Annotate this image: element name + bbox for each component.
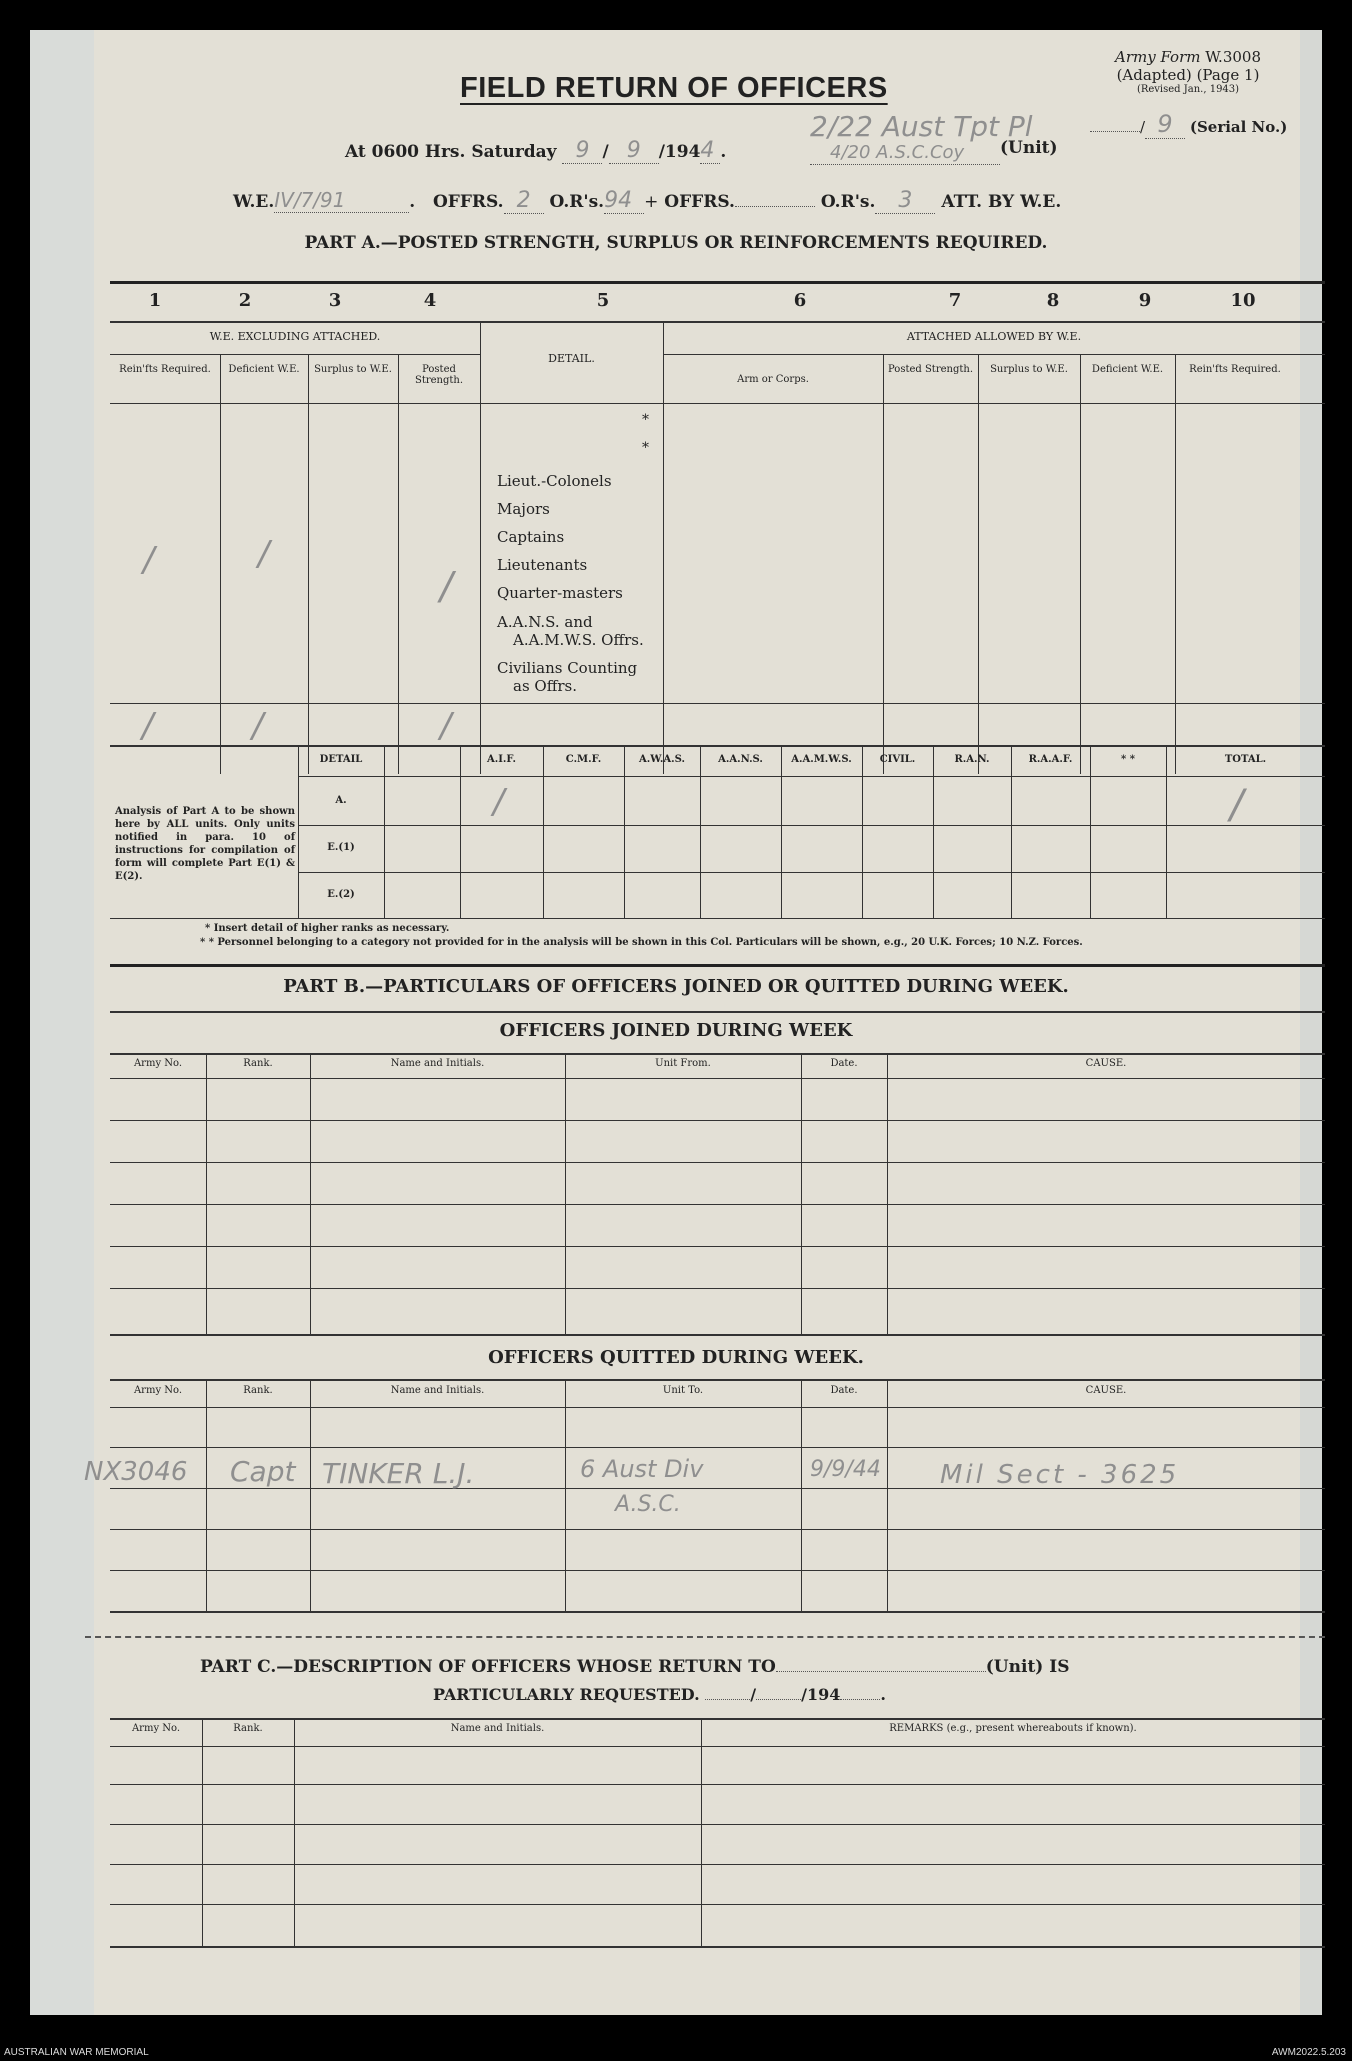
part-b-top-rule [110, 964, 1325, 967]
form-id-block [1083, 48, 1293, 95]
ors-label: O.R's. [549, 192, 605, 212]
quitted-army-no: NX3046 [84, 1457, 188, 1487]
vline-b8 [933, 745, 934, 918]
we-label: W.E. [233, 192, 275, 212]
total-reinforcements: / [142, 706, 154, 746]
quitted-unit-to: 6 Aust Div [580, 1455, 704, 1483]
ors-value: 94 [604, 188, 644, 214]
rule-part-a-bottom [110, 745, 1325, 747]
analysis-row-a: A. [335, 795, 347, 806]
part-c-rule-4 [110, 1864, 1325, 1865]
numbers-rule [110, 321, 1325, 323]
part-c-head-rank: Rank. [233, 1723, 263, 1734]
quitted-head-rank: Rank. [243, 1385, 273, 1396]
part-b-title-rule [110, 1011, 1325, 1013]
rank-civilians: Civilians Counting [497, 659, 638, 677]
vline-a1 [220, 354, 221, 774]
part-c-head-army-no: Army No. [131, 1723, 181, 1734]
joined-title: OFFICERS JOINED DURING WEEK [499, 1020, 853, 1041]
vline-a3 [398, 354, 399, 774]
vline-b3 [543, 745, 544, 918]
joined-rule-3 [110, 1162, 1325, 1163]
analysis-head-ran: R.A.N. [954, 754, 990, 765]
right-head-posted: Posted Strength. [887, 364, 974, 375]
quitted-head-unit-to: Unit To. [662, 1385, 704, 1396]
vline-b11 [1166, 745, 1167, 918]
date-year: 4 [700, 138, 720, 164]
offrs-label: OFFRS. [432, 192, 504, 212]
unit-label: (Unit) [1000, 138, 1058, 158]
col-number-9: 9 [1138, 290, 1152, 311]
vline-a8 [1080, 354, 1081, 774]
analysis-head-awas: A.W.A.S. [639, 754, 685, 765]
footer-right: AWM2022.5.203 [1271, 2047, 1346, 2058]
rule-header-bottom [110, 403, 1325, 404]
col-number-4: 4 [423, 290, 437, 311]
analysis-head-total: TOTAL. [1224, 754, 1267, 765]
form-paper [30, 30, 1322, 2015]
rank-civilians-2: as Offrs. [513, 677, 577, 695]
quitted-v3 [565, 1379, 566, 1611]
part-c-unit-is: (Unit) IS [985, 1657, 1070, 1677]
right-head-surplus: Surplus to W.E. [990, 364, 1068, 375]
total-posted: / [440, 706, 452, 746]
quitted-name: TINKER L.J. [322, 1457, 475, 1490]
part-c-rule-3 [110, 1824, 1325, 1825]
vline-b1 [384, 745, 385, 918]
right-head-reinforcements: Rein'fts Required. [1189, 364, 1281, 375]
form-adapted: (Adapted) [1116, 66, 1192, 84]
form-number: W.3008 [1205, 48, 1261, 66]
analysis-head-aans: A.A.N.S. [718, 754, 763, 765]
col-number-6: 6 [793, 290, 807, 311]
part-c-requested-line: PARTICULARLY REQUESTED. / /194 . [433, 1685, 886, 1704]
we-line: W.E.IV/7/91 . OFFRS. 2 O.R's.94 + OFFRS. O.R's. 3 ATT. BY W.E. [233, 188, 1062, 213]
part-c-title [200, 1657, 1070, 1677]
left-head-surplus: Surplus to W.E. [314, 364, 392, 375]
part-c-rule-5 [110, 1904, 1325, 1905]
quitted-top-rule [110, 1379, 1325, 1381]
part-c-rule-2 [110, 1784, 1325, 1785]
date-month: 9 [609, 138, 659, 164]
quitted-unit-to-2: A.S.C. [615, 1492, 681, 1517]
we-excluding-header: W.E. EXCLUDING ATTACHED. [209, 330, 381, 343]
part-c-title-2: PARTICULARLY REQUESTED. [433, 1685, 700, 1704]
analysis-row-e2: E.(2) [327, 889, 355, 900]
col-number-7: 7 [948, 290, 962, 311]
joined-v1 [206, 1053, 207, 1334]
ors2-label: O.R's. [820, 192, 876, 212]
rule-att-sub [663, 354, 1325, 355]
form-name: Army Form [1114, 48, 1201, 66]
rank-aamws: A.A.M.W.S. Offrs. [513, 631, 644, 649]
offrs-value: 2 [504, 188, 544, 214]
rule-analysis-e1 [298, 872, 1325, 873]
vline-a5 [663, 321, 664, 774]
quitted-v5 [887, 1379, 888, 1611]
vline-a6 [883, 354, 884, 774]
tear-line [85, 1636, 1325, 1638]
part-c-head-remarks: REMARKS (e.g., present whereabouts if known). [889, 1723, 1137, 1734]
joined-head-unit-from: Unit From. [655, 1058, 711, 1069]
col-number-10: 10 [1230, 290, 1256, 311]
offrs2-label: OFFRS. [664, 192, 735, 212]
joined-rule-5 [110, 1246, 1325, 1247]
total-deficient: / [252, 706, 264, 746]
left-head-posted: Posted Strength. [414, 364, 464, 386]
arm-or-corps-header: Arm or Corps. [737, 374, 809, 385]
rank-list [497, 467, 644, 695]
detail-header: DETAIL. [548, 352, 595, 365]
quitted-head-date: Date. [830, 1385, 858, 1396]
quitted-v2 [310, 1379, 311, 1611]
part-c-bottom-rule [110, 1946, 1325, 1948]
serial-line: / 9 (Serial No.) [1090, 110, 1287, 139]
plus-sign: + [644, 192, 659, 212]
serial-label: (Serial No.) [1189, 118, 1288, 136]
analysis-head-civil: CIVIL. [879, 754, 916, 765]
entry-reinforcements: / [143, 540, 155, 580]
form-page: (Page 1) [1196, 66, 1260, 84]
form-revised: (Revised Jan., 1943) [1136, 84, 1240, 95]
we-value: IV/7/91 [274, 188, 409, 213]
vline-b9 [1011, 745, 1012, 918]
rule-analysis-bottom [110, 918, 1325, 919]
analysis-note: Analysis of Part A to be shown here by ALL units. Only units notified in para. 10 of instructions for compilation of form will complete Part E(1) & E(2). [115, 806, 295, 882]
analysis-aif-a: / [493, 782, 505, 822]
footnote-1: * Insert detail of higher ranks as necessary. [205, 923, 450, 934]
part-c-year-prefix: /194 [801, 1685, 841, 1704]
quitted-rule-4 [110, 1529, 1325, 1530]
rank-aans: A.A.N.S. and [497, 613, 593, 631]
at-label: At 0600 Hrs. Saturday [345, 142, 557, 162]
right-head-deficient: Deficient W.E. [1091, 364, 1164, 375]
rank-captains: Captains [497, 528, 565, 546]
vline-b2 [460, 745, 461, 918]
date-line: At 0600 Hrs. Saturday 9 / 9 /1944 . [345, 138, 727, 163]
col-number-8: 8 [1046, 290, 1060, 311]
vline-b10 [1090, 745, 1091, 918]
ors2-value: 3 [875, 188, 935, 214]
vline-b5 [700, 745, 701, 918]
joined-rule-2 [110, 1120, 1325, 1121]
rule-totals [110, 703, 1325, 704]
quitted-rank: Capt [230, 1455, 296, 1488]
part-b-title: PART B.—PARTICULARS OF OFFICERS JOINED OR QUITTED DURING WEEK. [283, 976, 1069, 997]
analysis-head-raaf: R.A.A.F. [1028, 754, 1073, 765]
rank-majors: Majors [497, 500, 550, 518]
joined-bottom-rule [110, 1334, 1325, 1336]
quitted-title: OFFICERS QUITTED DURING WEEK. [488, 1347, 864, 1368]
joined-head-date: Date. [830, 1058, 858, 1069]
rank-lieutenants: Lieutenants [497, 556, 588, 574]
serial-value: 9 [1145, 110, 1185, 139]
joined-head-name: Name and Initials. [390, 1058, 485, 1069]
entry-deficient: / [258, 534, 270, 574]
analysis-head-cmf: C.M.F. [565, 754, 602, 765]
col-number-2: 2 [238, 290, 252, 311]
date-year-prefix: 194 [664, 142, 701, 162]
entry-posted: / [440, 564, 453, 608]
footnote-2: * * Personnel belonging to a category not provided for in the analysis will be shown in this Col. Particulars will be shown, e.g., 20 U.K. Forces; 10 N.Z. Forces. [200, 937, 1083, 948]
vline-a9 [1175, 354, 1176, 774]
vline-a7 [978, 354, 979, 774]
vline-b4 [624, 745, 625, 918]
part-c-v2 [294, 1718, 295, 1946]
part-c-title-1: PART C.—DESCRIPTION OF OFFICERS WHOSE RETURN TO [200, 1657, 776, 1677]
part-c-top-rule [110, 1718, 1325, 1720]
col-number-3: 3 [328, 290, 342, 311]
unit-value-2: 4/20 A.S.C.Coy [830, 142, 965, 163]
asterisk-2: * [642, 440, 649, 456]
form-title: FIELD RETURN OF OFFICERS [460, 72, 888, 104]
joined-rule-4 [110, 1204, 1325, 1205]
joined-top-rule [110, 1053, 1325, 1055]
unit-dotted-line [810, 164, 1000, 165]
joined-head-army-no: Army No. [133, 1058, 183, 1069]
quitted-rule-2 [110, 1447, 1325, 1448]
col-numbers [110, 290, 1325, 312]
joined-v5 [887, 1053, 888, 1334]
analysis-head-detail: DETAIL [319, 754, 363, 765]
vline-a4 [480, 321, 481, 774]
rule-we-sub [110, 354, 480, 355]
att-label: ATT. BY W.E. [941, 192, 1062, 212]
attached-allowed-header: ATTACHED ALLOWED BY W.E. [906, 330, 1082, 343]
part-a-top-rule [110, 281, 1325, 284]
quitted-cause: Mil Sect - 3625 [940, 1460, 1180, 1490]
col-number-5: 5 [596, 290, 610, 311]
analysis-head-aamws: A.A.M.W.S. [791, 754, 852, 765]
joined-head-rank: Rank. [243, 1058, 273, 1069]
analysis-head-other: * * [1121, 754, 1135, 765]
quitted-rule-5 [110, 1570, 1325, 1571]
rank-quartermasters: Quarter-masters [497, 584, 623, 602]
analysis-head-aif: A.I.F. [487, 754, 516, 765]
joined-v3 [565, 1053, 566, 1334]
vline-a2 [308, 354, 309, 774]
quitted-bottom-rule [110, 1611, 1325, 1613]
rank-lt-colonels: Lieut.-Colonels [497, 472, 612, 490]
quitted-date: 9/9/44 [810, 1457, 881, 1482]
col-number-1: 1 [148, 290, 162, 311]
part-c-v1 [202, 1718, 203, 1946]
analysis-total-a: / [1230, 782, 1244, 828]
left-head-reinforcements: Rein'fts Required. [119, 364, 211, 375]
date-day: 9 [562, 138, 602, 164]
part-c-v3 [701, 1718, 702, 1946]
unit-value: 2/22 Aust Tpt Pl [810, 110, 1033, 143]
joined-head-cause: CAUSE. [1085, 1058, 1127, 1069]
rule-analysis-a [298, 825, 1325, 826]
asterisk-1: * [642, 412, 649, 428]
quitted-head-cause: CAUSE. [1085, 1385, 1127, 1396]
joined-v2 [310, 1053, 311, 1334]
quitted-head-army-no: Army No. [133, 1385, 183, 1396]
part-a-title: PART A.—POSTED STRENGTH, SURPLUS OR REINFORCEMENTS REQUIRED. [304, 233, 1048, 253]
quitted-v1 [206, 1379, 207, 1611]
vline-b6 [781, 745, 782, 918]
joined-rule-1 [110, 1078, 1325, 1079]
part-c-rule-1 [110, 1746, 1325, 1747]
analysis-row-e1: E.(1) [327, 842, 355, 853]
vline-b7 [862, 745, 863, 918]
quitted-rule-1 [110, 1407, 1325, 1408]
left-head-deficient: Deficient W.E. [228, 364, 300, 375]
quitted-v4 [801, 1379, 802, 1611]
joined-rule-6 [110, 1288, 1325, 1289]
part-c-head-name: Name and Initials. [450, 1723, 545, 1734]
rule-analysis-head [298, 776, 1325, 777]
quitted-head-name: Name and Initials. [390, 1385, 485, 1396]
joined-v4 [801, 1053, 802, 1334]
footer-left: AUSTRALIAN WAR MEMORIAL [4, 2047, 149, 2058]
